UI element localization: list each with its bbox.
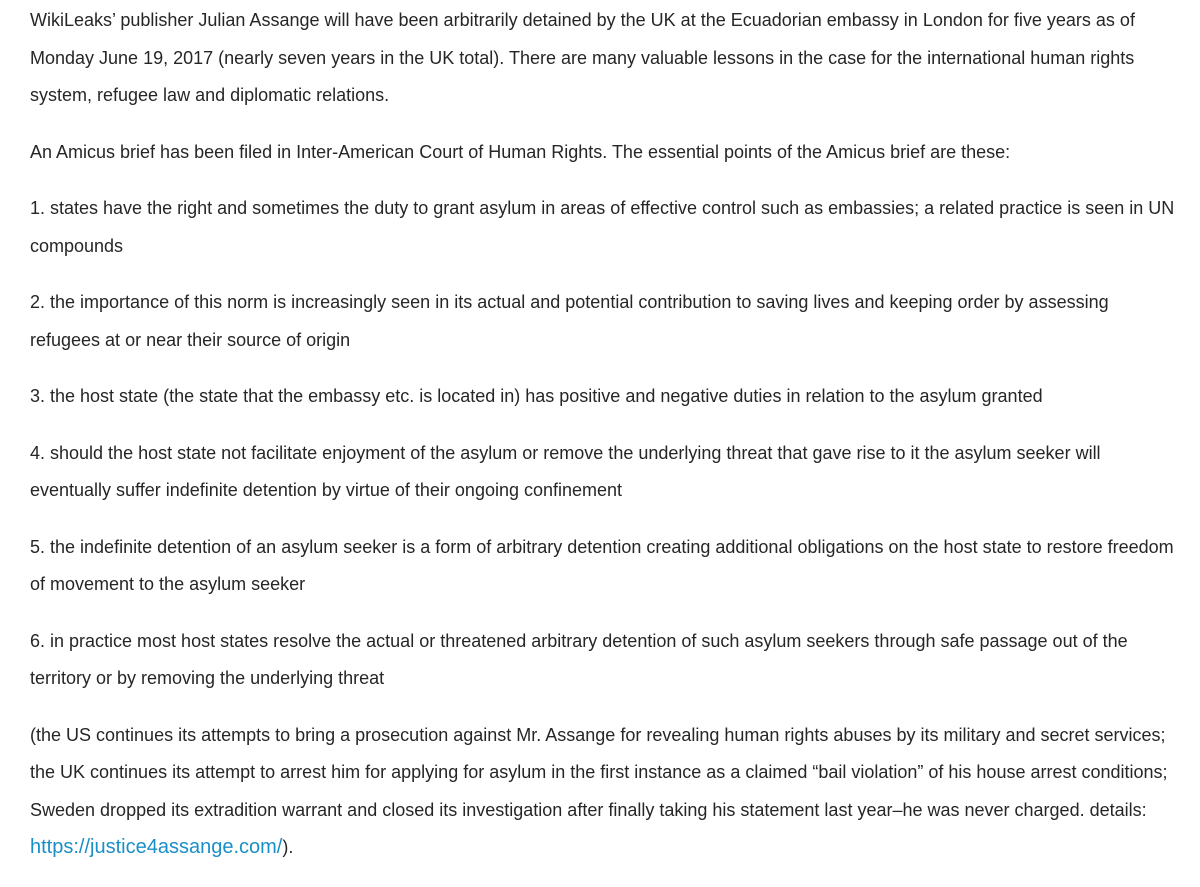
closing-text: (the US continues its attempts to bring a prosecution against Mr. Assange for revealing human rights abuses by its military and secret services; the UK continues its attempt to arrest him for applying for asylum in the first instance as a claimed “bail violation” of his house arrest conditions; Sweden dropped its extradition warrant and closed its investigation after finally taking his statement last year–he was never charged. details: xyxy=(30,724,1168,820)
closing-paragraph xyxy=(30,717,1182,867)
point-4: 4. should the host state not facilitate enjoyment of the asylum or remove the underlying threat that gave rise to it the asylum seeker will eventually suffer indefinite detention by virtue of their ongoing confinement xyxy=(30,442,1101,500)
point-1: 1. states have the right and sometimes the duty to grant asylum in areas of effective control such as embassies; a related practice is seen in UN compounds xyxy=(30,198,1175,256)
amicus-intro-paragraph: An Amicus brief has been filed in Inter-American Court of Human Rights. The essential points of the Amicus brief are these: xyxy=(30,141,1011,162)
closing-suffix: ). xyxy=(282,837,294,857)
intro-paragraph: WikiLeaks’ publisher Julian Assange will have been arbitrarily detained by the UK at the Ecuadorian embassy in London for five years as of Monday June 19, 2017 (nearly seven years in the UK total). There are many valuable lessons in the case for the international human rights system, refugee law and diplomatic relations. xyxy=(30,10,1135,105)
point-5: 5. the indefinite detention of an asylum seeker is a form of arbitrary detention creating additional obligations on the host state to restore freedom of movement to the asylum seeker xyxy=(30,536,1174,594)
point-6: 6. in practice most host states resolve the actual or threatened arbitrary detention of such asylum seekers through safe passage out of the territory or by removing the underlying threat xyxy=(30,630,1128,688)
justice4assange-link[interactable]: https://justice4assange.com/ xyxy=(30,836,283,858)
point-2: 2. the importance of this norm is increasingly seen in its actual and potential contribution to saving lives and keeping order by assessing refugees at or near their source of origin xyxy=(30,292,1109,350)
point-3: 3. the host state (the state that the embassy etc. is located in) has positive and negative duties in relation to the asylum granted xyxy=(30,386,1043,406)
